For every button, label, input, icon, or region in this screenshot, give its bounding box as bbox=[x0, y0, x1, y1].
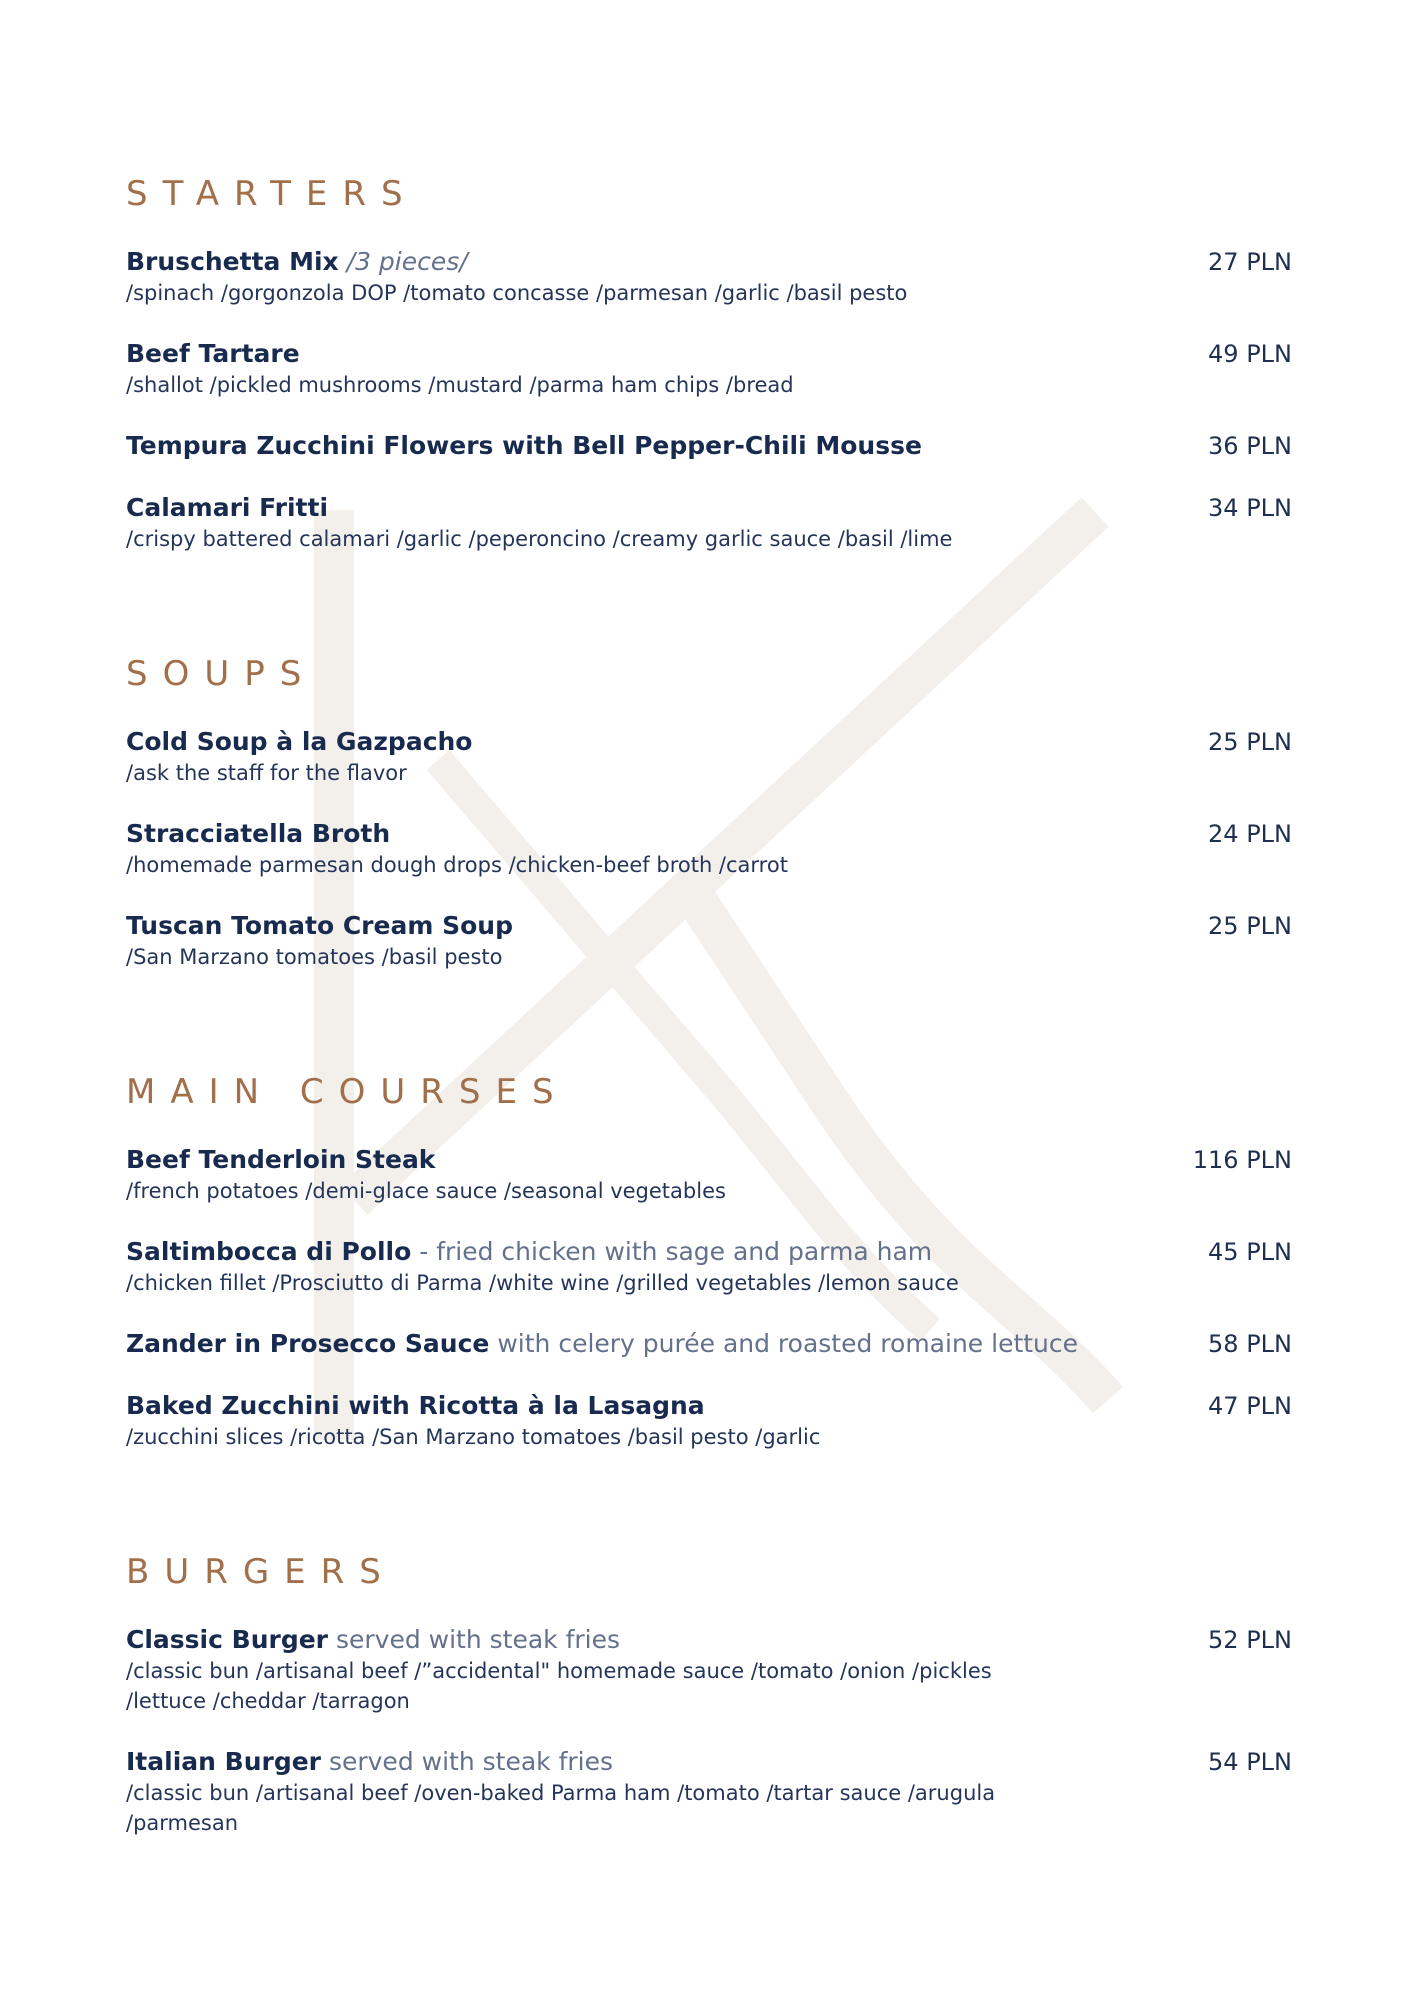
menu-item-price: 25 PLN bbox=[1208, 728, 1292, 756]
menu-page bbox=[126, 174, 1292, 1938]
menu-item-text bbox=[126, 430, 1136, 462]
menu-item-heading bbox=[126, 246, 1136, 278]
menu-item-price: 24 PLN bbox=[1208, 820, 1292, 848]
menu-item-note: served with steak fries bbox=[335, 1625, 621, 1654]
menu-item-description: /spinach /gorgonzola DOP /tomato concasse /parmesan /garlic /basil pesto bbox=[126, 281, 908, 305]
menu-section bbox=[126, 1072, 1292, 1452]
menu-item-name: Bruschetta Mix bbox=[126, 247, 339, 276]
menu-item bbox=[126, 726, 1292, 788]
menu-item-heading bbox=[126, 1746, 1136, 1778]
menu-item-description: /french potatoes /demi-glace sauce /seasonal vegetables bbox=[126, 1179, 726, 1203]
menu-item-price: 52 PLN bbox=[1208, 1626, 1292, 1654]
menu-item-description: /crispy battered calamari /garlic /peperoncino /creamy garlic sauce /basil /lime bbox=[126, 527, 953, 551]
menu-item bbox=[126, 910, 1292, 972]
menu-item-price: 49 PLN bbox=[1208, 340, 1292, 368]
menu-item bbox=[126, 1624, 1292, 1716]
menu-item-name: Beef Tenderloin Steak bbox=[126, 1145, 436, 1174]
menu-item-name: Baked Zucchini with Ricotta à la Lasagna bbox=[126, 1391, 705, 1420]
section-title: STARTERS bbox=[126, 174, 418, 214]
menu-item-price: 45 PLN bbox=[1208, 1238, 1292, 1266]
menu-item-note: - fried chicken with sage and parma ham bbox=[419, 1237, 933, 1266]
menu-item-name: Beef Tartare bbox=[126, 339, 300, 368]
menu-item bbox=[126, 1328, 1292, 1360]
menu-item bbox=[126, 1144, 1292, 1206]
section-title: BURGERS bbox=[126, 1552, 396, 1592]
menu-item-text bbox=[126, 1328, 1136, 1360]
section-title: MAIN COURSES bbox=[126, 1072, 569, 1112]
menu-item-description: /San Marzano tomatoes /basil pesto bbox=[126, 945, 503, 969]
menu-item-price: 27 PLN bbox=[1208, 248, 1292, 276]
menu-item-name: Tuscan Tomato Cream Soup bbox=[126, 911, 513, 940]
menu-item-name: Zander in Prosecco Sauce bbox=[126, 1329, 490, 1358]
menu-item-heading bbox=[126, 492, 1136, 524]
menu-item-price: 116 PLN bbox=[1192, 1146, 1292, 1174]
menu-item-text bbox=[126, 492, 1136, 554]
menu-item-text bbox=[126, 246, 1136, 308]
menu-item bbox=[126, 1390, 1292, 1452]
menu-item-text bbox=[126, 1624, 1136, 1716]
menu-item-heading bbox=[126, 1624, 1136, 1656]
menu-item-price: 34 PLN bbox=[1208, 494, 1292, 522]
menu-item-description: /classic bun /artisanal beef /”accidental" homemade sauce /tomato /onion /pickles /lettuce /cheddar /tarragon bbox=[126, 1659, 992, 1713]
menu-item-description: /ask the staff for the flavor bbox=[126, 761, 407, 785]
menu-item-text bbox=[126, 910, 1136, 972]
menu-item-name: Classic Burger bbox=[126, 1625, 329, 1654]
section-title: SOUPS bbox=[126, 654, 317, 694]
menu-item-heading bbox=[126, 1328, 1136, 1360]
menu-item-description: /zucchini slices /ricotta /San Marzano tomatoes /basil pesto /garlic bbox=[126, 1425, 821, 1449]
menu-item-text bbox=[126, 726, 1136, 788]
menu-item-heading bbox=[126, 726, 1136, 758]
menu-item-price: 54 PLN bbox=[1208, 1748, 1292, 1776]
menu-item-text bbox=[126, 1746, 1136, 1838]
menu-item-heading bbox=[126, 818, 1136, 850]
menu-item bbox=[126, 492, 1292, 554]
menu-item-text bbox=[126, 818, 1136, 880]
menu-item-price: 58 PLN bbox=[1208, 1330, 1292, 1358]
menu-item-description: /homemade parmesan dough drops /chicken-beef broth /carrot bbox=[126, 853, 788, 877]
menu-item-text bbox=[126, 1144, 1136, 1206]
menu-item-description: /classic bun /artisanal beef /oven-baked Parma ham /tomato /tartar sauce /arugula /parmesan bbox=[126, 1781, 996, 1835]
menu-item-text bbox=[126, 1390, 1136, 1452]
menu-item-description: /shallot /pickled mushrooms /mustard /parma ham chips /bread bbox=[126, 373, 794, 397]
menu-item-name: Saltimbocca di Pollo bbox=[126, 1237, 412, 1266]
menu-item-price: 25 PLN bbox=[1208, 912, 1292, 940]
menu-item-note: with celery purée and roasted romaine lettuce bbox=[497, 1329, 1079, 1358]
menu-item-price: 47 PLN bbox=[1208, 1392, 1292, 1420]
menu-section bbox=[126, 654, 1292, 972]
menu-item-name: Stracciatella Broth bbox=[126, 819, 391, 848]
menu-item-name: Italian Burger bbox=[126, 1747, 321, 1776]
menu-item bbox=[126, 818, 1292, 880]
menu-item-heading bbox=[126, 1390, 1136, 1422]
menu-section bbox=[126, 174, 1292, 554]
menu-item bbox=[126, 1236, 1292, 1298]
menu-item-heading bbox=[126, 1144, 1136, 1176]
menu-item-note: /3 pieces/ bbox=[346, 247, 468, 276]
menu-item-price: 36 PLN bbox=[1208, 432, 1292, 460]
menu-item bbox=[126, 1746, 1292, 1838]
menu-item-description: /chicken fillet /Prosciutto di Parma /white wine /grilled vegetables /lemon sauce bbox=[126, 1271, 959, 1295]
menu-item-name: Cold Soup à la Gazpacho bbox=[126, 727, 473, 756]
menu-item-text bbox=[126, 1236, 1136, 1298]
menu-item-name: Tempura Zucchini Flowers with Bell Pepper-Chili Mousse bbox=[126, 431, 922, 460]
menu-item-heading bbox=[126, 430, 1136, 462]
menu-item-heading bbox=[126, 910, 1136, 942]
menu-item-name: Calamari Fritti bbox=[126, 493, 329, 522]
menu-item-heading bbox=[126, 1236, 1136, 1268]
menu-section bbox=[126, 1552, 1292, 1838]
menu-item bbox=[126, 338, 1292, 400]
menu-item-note: served with steak fries bbox=[328, 1747, 613, 1776]
menu-item bbox=[126, 430, 1292, 462]
menu-item bbox=[126, 246, 1292, 308]
menu-item-heading bbox=[126, 338, 1136, 370]
menu-item-text bbox=[126, 338, 1136, 400]
